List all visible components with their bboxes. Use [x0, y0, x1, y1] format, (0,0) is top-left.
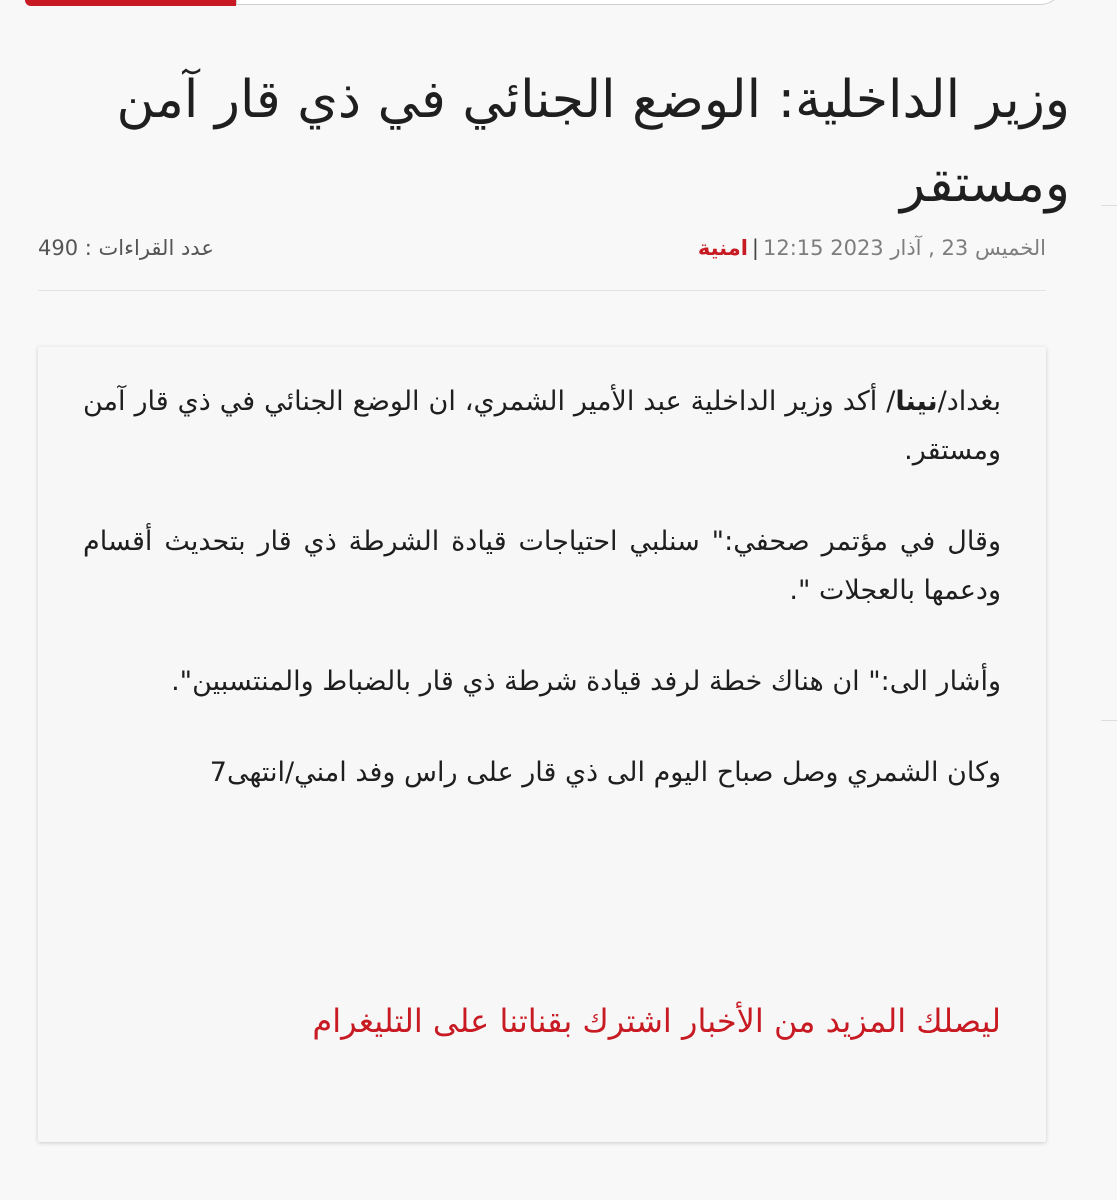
edge-divider [1101, 720, 1117, 721]
top-bar-accent [25, 0, 236, 6]
top-bar [0, 0, 1117, 10]
paragraph-3: وأشار الى:" ان هناك خطة لرفد قيادة شرطة ذي قار بالضباط والمنتسبين". [171, 666, 1001, 697]
article-body [83, 377, 1001, 839]
top-search-field[interactable] [236, 0, 1064, 5]
article-body-card [38, 347, 1046, 1142]
paragraph-2: وقال في مؤتمر صحفي:" سنلبي احتياجات قيادة الشرطة ذي قار بتحديث أقسام ودعمها بالعجلات ". [83, 526, 1001, 606]
meta-divider [38, 290, 1046, 291]
article-meta [38, 236, 1046, 270]
dateline-city: بغداد/ [937, 386, 1001, 417]
telegram-subscribe-link[interactable]: ليصلك المزيد من الأخبار اشترك بقناتنا على التليغرام [312, 1002, 1001, 1040]
article-title: وزير الداخلية: الوضع الجنائي في ذي قار آمن ومستقر [116, 70, 1070, 214]
article-date-category [698, 236, 1046, 260]
paragraph-1-text: / أكد وزير الداخلية عبد الأمير الشمري، ان الوضع الجنائي في ذي قار آمن ومستقر. [83, 386, 1001, 466]
paragraph-4: وكان الشمري وصل صباح اليوم الى ذي قار على راس وفد امني/انتهى7 [209, 757, 1001, 788]
article-date: الخميس 23 , آذار 2023 12:15 [763, 236, 1046, 260]
meta-separator: | [751, 236, 759, 260]
agency-name: نينا [895, 386, 938, 417]
edge-divider [1101, 205, 1117, 206]
paragraph-1 [83, 377, 1001, 475]
reads-count: عدد القراءات : 490 [38, 236, 214, 260]
category-link[interactable]: امنية [697, 236, 748, 260]
